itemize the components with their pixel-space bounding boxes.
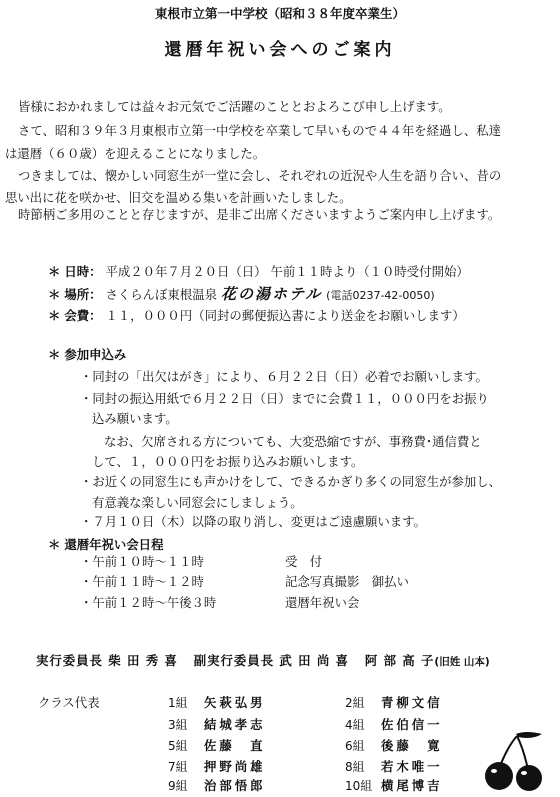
bullet-star: ＊ xyxy=(48,347,61,362)
vice-name-2: 阿 部 高 子 xyxy=(364,653,435,668)
chair-name: 柴 田 秀 喜 xyxy=(108,653,178,668)
detail-place xyxy=(48,287,435,302)
place-label: 場所： xyxy=(64,287,102,302)
class-rep-name: 矢萩弘男 xyxy=(204,695,266,710)
class-rep-right-5 xyxy=(345,780,443,792)
class-group: 6組 xyxy=(345,739,365,753)
chair-role: 実行委員長 xyxy=(36,653,103,668)
body-line-5: 思い出に花を咲かせ、旧交を温める集いを計画いたしました。 xyxy=(5,190,352,205)
class-group: 7組 xyxy=(168,760,188,774)
apply-heading xyxy=(48,349,126,361)
class-rep-name: 結城孝志 xyxy=(204,717,266,732)
apply-item-3: ・お近くの同窓生にも声かけをして、できるかぎり多くの同窓生が参加し、 xyxy=(80,474,502,489)
apply-note-1: なお、欠席される方についても、大変恐縮ですが、事務費･通信費と xyxy=(104,434,482,449)
body-line-2: さて、昭和３９年３月東根市立第一中学校を卒業して早いもので４４年を経過し、私達 xyxy=(18,123,501,138)
date-label: 日時： xyxy=(64,264,102,279)
detail-fee xyxy=(48,310,465,322)
schedule-time-2: ・午前１１時～１２時 xyxy=(80,574,204,589)
apply-heading-label: 参加申込み xyxy=(64,347,127,362)
apply-item-1: ・同封の「出欠はがき」により、６月２２日（日）必着でお願いします。 xyxy=(80,369,488,384)
schedule-time-1: ・午前１０時～１１時 xyxy=(80,554,204,569)
vice-name-2-note: (旧姓 山本) xyxy=(434,656,490,668)
class-rep-left-1 xyxy=(168,697,266,709)
class-group: 9組 xyxy=(168,779,188,793)
schedule-event-2: 記念写真撮影 御払い xyxy=(285,574,409,589)
schedule-event-3: 還暦年祝い会 xyxy=(285,595,360,610)
schedule-heading-label: 還暦年祝い会日程 xyxy=(64,537,164,552)
class-rep-name: 治部悟郎 xyxy=(204,778,266,793)
bullet-star: ＊ xyxy=(48,264,61,279)
detail-date xyxy=(48,266,469,278)
apply-note-2: して、１，０００円をお振り込みお願いします。 xyxy=(92,454,364,469)
bullet-star: ＊ xyxy=(48,287,61,302)
class-group: 5組 xyxy=(168,739,188,753)
hotel-phone: (電話0237-42-0050) xyxy=(326,289,435,302)
class-rep-label: クラス代表 xyxy=(38,695,100,710)
body-line-3: は還暦（６０歳）を迎えることになりました。 xyxy=(5,146,266,161)
bullet-star: ＊ xyxy=(48,308,61,323)
cherry-icon xyxy=(482,728,552,792)
class-rep-right-3 xyxy=(345,740,443,752)
class-group: 3組 xyxy=(168,718,188,732)
apply-item-4: ・７月１０日（木）以降の取り消し、変更はご遠慮願います。 xyxy=(80,514,426,529)
class-rep-right-1 xyxy=(345,697,443,709)
fee-value: １１，０００円（同封の郵便振込書により送金をお願いします） xyxy=(105,308,465,323)
class-rep-right-2 xyxy=(345,719,443,731)
class-rep-right-4 xyxy=(345,761,443,773)
class-group: 4組 xyxy=(345,718,365,732)
class-rep-left-5 xyxy=(168,780,266,792)
class-rep-left-4 xyxy=(168,761,266,773)
class-rep-name: 佐伯信一 xyxy=(381,717,443,732)
class-rep-name: 若木唯一 xyxy=(381,759,443,774)
place-prefix: さくらんぼ東根温泉 xyxy=(105,287,217,302)
class-group: 1組 xyxy=(168,696,188,710)
apply-item-2-cont: 込み願います。 xyxy=(92,411,178,426)
page-title: 還暦年祝い会へのご案内 xyxy=(164,40,396,60)
class-group: 10組 xyxy=(345,779,373,793)
body-line-4: つきましては、懐かしい同窓生が一堂に会し、それぞれの近況や人生を語り合い、昔の xyxy=(18,168,502,183)
apply-item-2: ・同封の振込用紙で６月２２日（日）までに会費１１，０００円をお振り xyxy=(80,391,489,406)
date-value: 平成２０年７月２０日（日） 午前１１時より（１０時受付開始） xyxy=(105,264,469,279)
class-group: 2組 xyxy=(345,696,365,710)
hotel-name: 花の湯ホテル xyxy=(220,285,323,303)
school-name: 東根市立第一中学校（昭和３８年度卒業生） xyxy=(154,6,405,21)
vice-name-1: 武 田 尚 喜 xyxy=(279,653,349,668)
apply-item-3-cont: 有意義な楽しい同窓会にしましょう。 xyxy=(92,495,303,510)
class-group: 8組 xyxy=(345,760,365,774)
body-line-1: 皆様におかれましては益々お元気でご活躍のこととおよろこび申し上げます。 xyxy=(18,99,451,114)
schedule-heading xyxy=(48,539,163,551)
bullet-star: ＊ xyxy=(48,537,61,552)
class-rep-name: 押野尚雄 xyxy=(204,759,266,774)
schedule-time-3: ・午前１２時～午後３時 xyxy=(80,595,217,610)
fee-label: 会費： xyxy=(64,308,102,323)
class-rep-left-3 xyxy=(168,740,266,752)
class-rep-left-2 xyxy=(168,719,266,731)
class-rep-name: 佐藤 直 xyxy=(204,738,266,753)
class-rep-name: 青柳文信 xyxy=(381,695,443,710)
class-rep-name: 横尾博吉 xyxy=(381,778,443,793)
schedule-event-1: 受 付 xyxy=(285,554,323,569)
vice-role: 副実行委員長 xyxy=(193,653,275,668)
committee-line xyxy=(36,655,490,668)
class-rep-name: 後藤 寛 xyxy=(381,738,443,753)
body-line-6: 時節柄ご多用のことと存じますが、是非ご出席くださいますようご案内申し上げます。 xyxy=(18,207,501,222)
